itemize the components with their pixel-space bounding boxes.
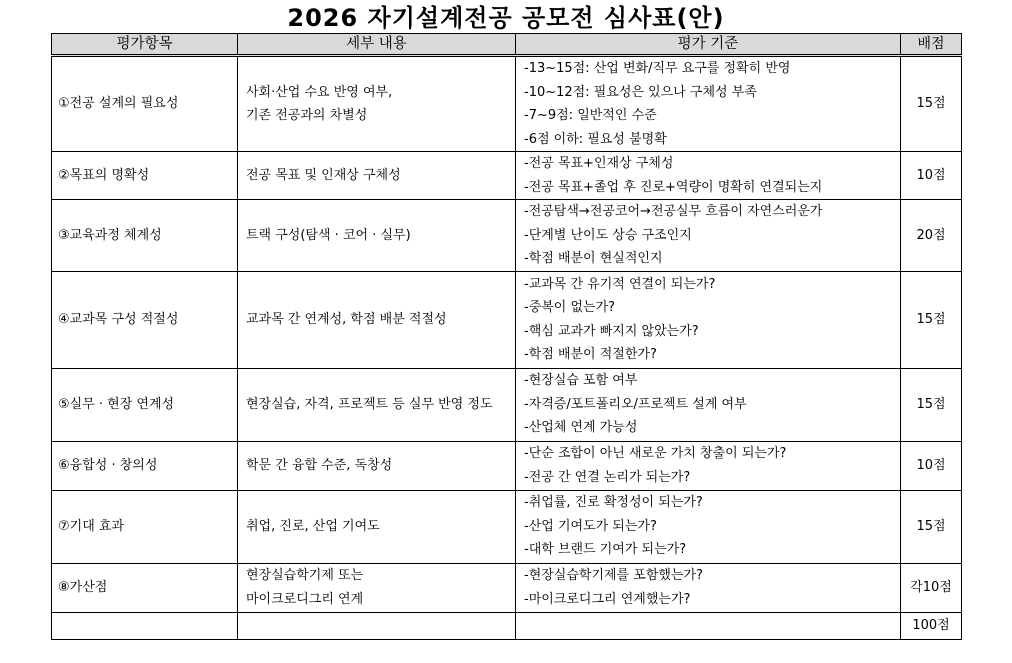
criteria-line: -전공 목표+졸업 후 진로+역량이 명확히 연결되는지 <box>524 179 823 195</box>
criteria-line: -학점 배분이 적절한가? <box>524 347 657 362</box>
item-cell: ②목표의 명확성 <box>52 152 238 200</box>
detail-line: 전공 목표 및 인재상 구체성 <box>246 167 401 183</box>
criteria-cell <box>516 152 901 200</box>
criteria-cell <box>516 271 901 368</box>
table-row <box>52 152 962 200</box>
criteria-line: -중복이 없는가? <box>524 300 616 315</box>
item-cell: ④교과목 구성 적절성 <box>52 271 238 368</box>
empty-cell <box>516 612 901 639</box>
criteria-line: -전공 간 연결 논리가 되는가? <box>524 469 691 485</box>
score-cell: 15점 <box>901 368 962 441</box>
detail-cell <box>238 271 516 368</box>
detail-cell: 현장실습, 자격, 프로젝트 등 실무 반영 정도 <box>238 368 516 441</box>
detail-cell <box>238 441 516 490</box>
score-cell: 10점 <box>901 441 962 490</box>
detail-cell <box>238 152 516 200</box>
table-row <box>52 490 962 563</box>
detail-cell <box>238 490 516 563</box>
detail-cell <box>238 563 516 612</box>
criteria-line: -교과목 간 유기적 연결이 되는가? <box>524 276 716 292</box>
criteria-line: -산업 기여도가 되는가? <box>524 518 657 534</box>
detail-line: 트랙 구성(탐색 · 코어 · 실무) <box>246 227 411 243</box>
header-criteria: 평가 기준 <box>516 34 901 56</box>
criteria-line: -6점 이하: 필요성 불명확 <box>524 131 667 147</box>
criteria-line: -단계별 난이도 상승 구조인지 <box>524 227 692 243</box>
criteria-cell <box>516 56 901 152</box>
criteria-line: -단순 조합이 아닌 새로운 가치 창출이 되는가? <box>524 446 787 461</box>
criteria-line: -산업체 연계 가능성 <box>524 420 638 436</box>
header-item: 평가항목 <box>52 34 238 56</box>
item-cell: ③교육과정 체계성 <box>52 200 238 272</box>
criteria-cell <box>516 200 901 272</box>
score-cell: 15점 <box>901 490 962 563</box>
item-cell: ①전공 설계의 필요성 <box>52 56 238 152</box>
criteria-line: -자격증/포트폴리오/프로젝트 설계 여부 <box>524 396 747 412</box>
criteria-line: -학점 배분이 현실적인지 <box>524 251 663 266</box>
detail-line: 취업, 진로, 산업 기여도 <box>246 518 380 534</box>
empty-cell <box>238 612 516 639</box>
criteria-line: -현장실습 포함 여부 <box>524 373 638 389</box>
total-score-cell: 100점 <box>901 612 962 639</box>
table-row <box>52 271 962 368</box>
criteria-line: -현장실습학기제를 포함했는가? <box>524 568 703 583</box>
evaluation-table <box>51 33 962 640</box>
score-cell: 20점 <box>901 200 962 272</box>
detail-line: 현장실습학기제 또는 <box>246 568 364 583</box>
detail-line: 기존 전공과의 차별성 <box>246 108 368 123</box>
criteria-cell <box>516 441 901 490</box>
criteria-line: -전공 목표+인재상 구체성 <box>524 156 674 171</box>
criteria-line: -13~15점: 산업 변화/직무 요구를 정확히 반영 <box>524 61 791 76</box>
detail-cell <box>238 56 516 152</box>
item-cell: ⑤실무 · 현장 연계성 <box>52 368 238 441</box>
criteria-cell <box>516 563 901 612</box>
header-detail: 세부 내용 <box>238 34 516 56</box>
criteria-line: -대학 브랜드 기여가 되는가? <box>524 542 687 558</box>
table-row <box>52 200 962 272</box>
criteria-line: -7~9점: 일반적인 수준 <box>524 108 657 123</box>
criteria-line: -취업률, 진로 확정성이 되는가? <box>524 495 703 511</box>
header-score: 배점 <box>901 34 962 56</box>
criteria-line: -10~12점: 필요성은 있으나 구체성 부족 <box>524 84 757 100</box>
detail-line: 학문 간 융합 수준, 독창성 <box>246 457 393 473</box>
table-row <box>52 563 962 612</box>
page-title: 2026 자기설계전공 공모전 심사표(안) <box>287 4 725 32</box>
item-cell: ⑧가산점 <box>52 563 238 612</box>
table-row <box>52 368 962 441</box>
detail-line: 사회·산업 수요 반영 여부, <box>246 84 393 100</box>
item-cell: ⑥융합성 · 창의성 <box>52 441 238 490</box>
detail-cell <box>238 200 516 272</box>
score-cell: 10점 <box>901 152 962 200</box>
detail-line: 마이크로디그리 연계 <box>246 591 364 607</box>
table-row <box>52 56 962 152</box>
table-header-row <box>52 34 962 56</box>
total-row <box>52 612 962 639</box>
criteria-cell <box>516 490 901 563</box>
table-row <box>52 441 962 490</box>
criteria-cell <box>516 368 901 441</box>
score-cell: 15점 <box>901 56 962 152</box>
score-cell: 각10점 <box>901 563 962 612</box>
criteria-line: -전공탐색→전공코어→전공실무 흐름이 자연스러운가 <box>524 204 823 219</box>
score-cell: 15점 <box>901 271 962 368</box>
empty-cell <box>52 612 238 639</box>
criteria-line: -마이크로디그리 연계했는가? <box>524 591 691 607</box>
item-cell: ⑦기대 효과 <box>52 490 238 563</box>
detail-line: 교과목 간 연계성, 학점 배분 적절성 <box>246 311 447 327</box>
criteria-line: -핵심 교과가 빠지지 않았는가? <box>524 323 699 339</box>
